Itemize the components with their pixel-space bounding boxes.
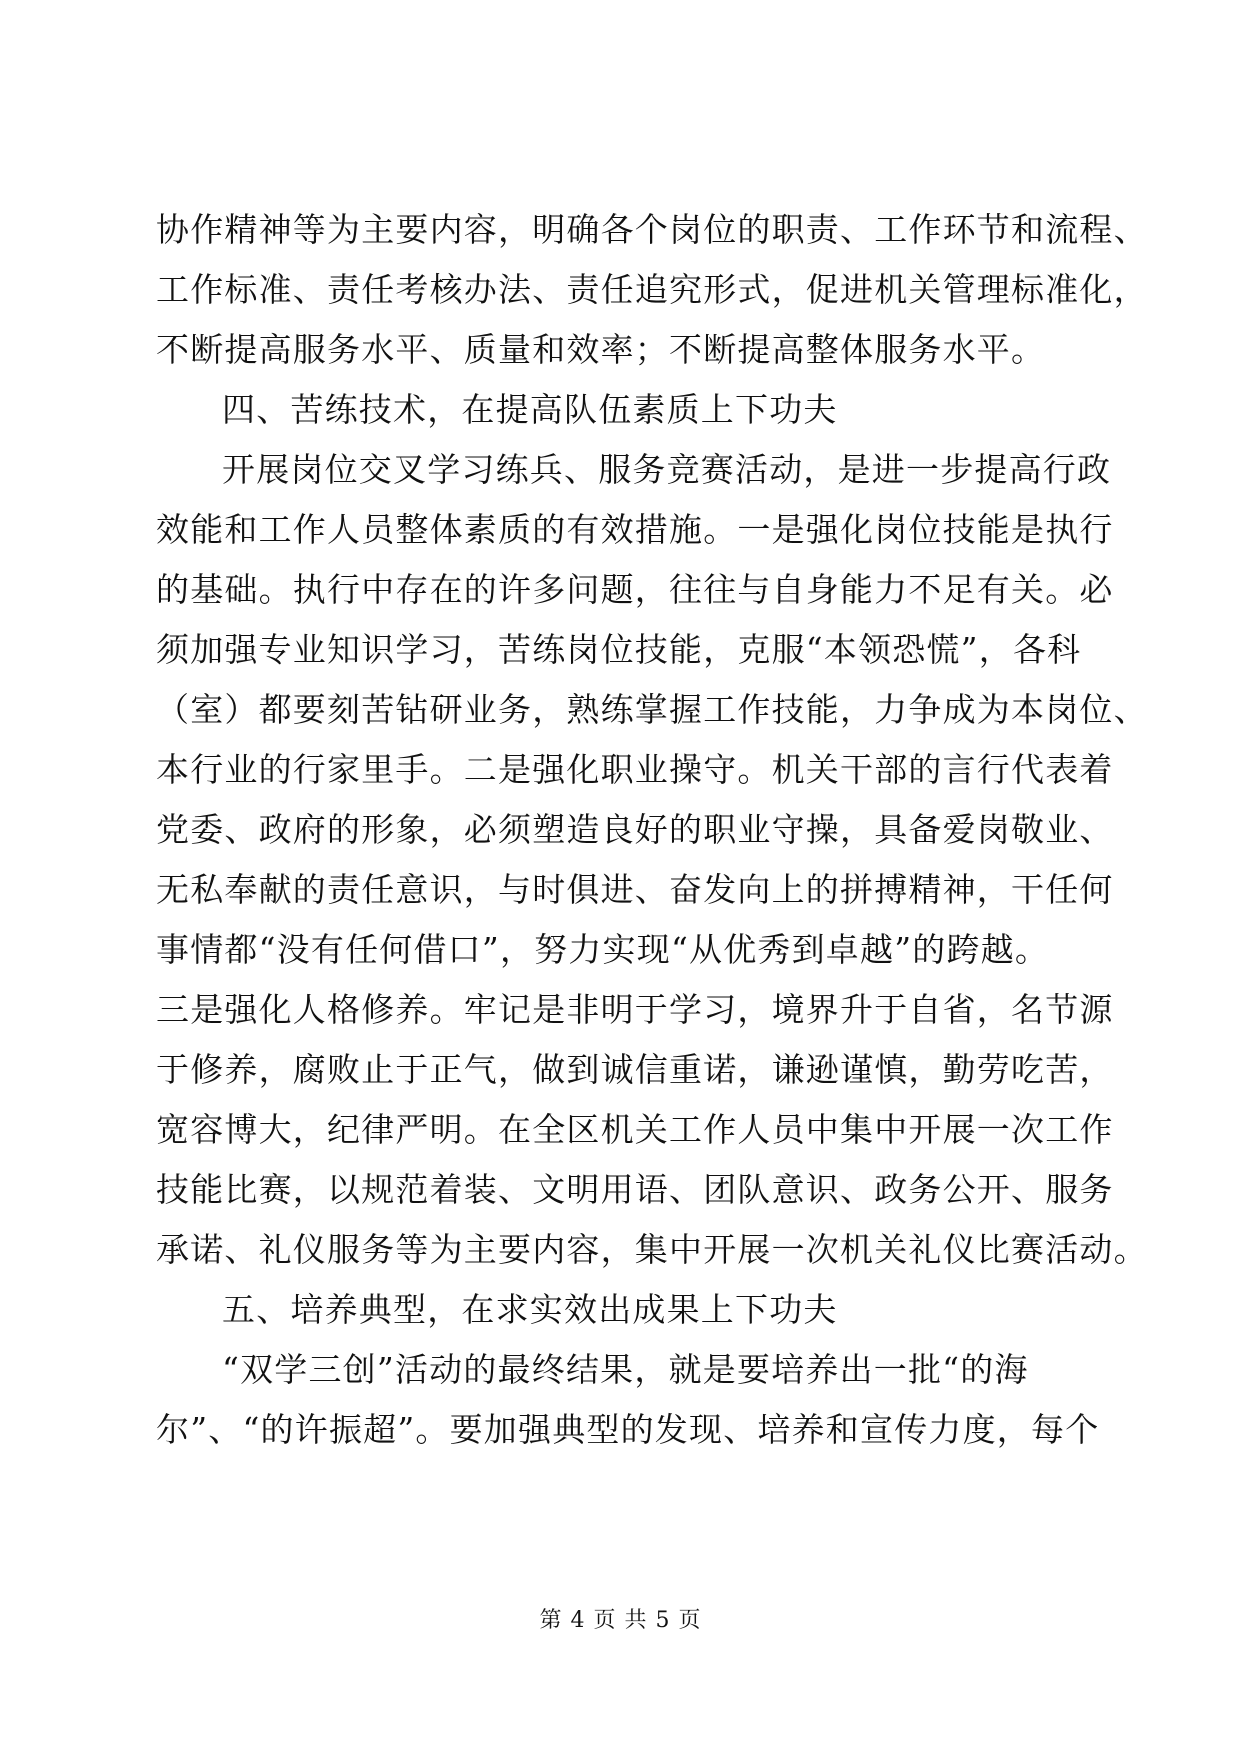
section-heading: 五、培养典型，在求实效出成果上下功夫 — [222, 1290, 838, 1329]
body-line: 承诺、礼仪服务等为主要内容，集中开展一次机关礼仪比赛活动。 — [156, 1230, 1148, 1269]
body-line: 宽容博大，纪律严明。在全区机关工作人员中集中开展一次工作 — [156, 1110, 1114, 1149]
body-line: 无私奉献的责任意识，与时俱进、奋发向上的拼搏精神，干任何 — [156, 870, 1114, 909]
body-line: 党委、政府的形象，必须塑造良好的职业守操，具备爱岗敬业、 — [156, 810, 1114, 849]
body-line: 技能比赛，以规范着装、文明用语、团队意识、政务公开、服务 — [156, 1170, 1114, 1209]
body-line: 须加强专业知识学习，苦练岗位技能，克服“本领恐慌”，各科 — [156, 630, 1082, 669]
body-line: 三是强化人格修养。牢记是非明于学习，境界升于自省，名节源 — [156, 990, 1114, 1029]
section-heading: 四、苦练技术，在提高队伍素质上下功夫 — [222, 390, 838, 429]
body-line: 效能和工作人员整体素质的有效措施。一是强化岗位技能是执行 — [156, 510, 1114, 549]
body-line: （室）都要刻苦钻研业务，熟练掌握工作技能，力争成为本岗位、 — [156, 690, 1148, 729]
body-line: 的基础。执行中存在的许多问题，往往与自身能力不足有关。必 — [156, 570, 1114, 609]
body-line: 尔”、“的许振超”。要加强典型的发现、培养和宣传力度，每个 — [156, 1410, 1100, 1449]
body-line: 不断提高服务水平、质量和效率；不断提高整体服务水平。 — [156, 330, 1046, 369]
body-line: 本行业的行家里手。二是强化职业操守。机关干部的言行代表着 — [156, 750, 1114, 789]
body-line: 协作精神等为主要内容，明确各个岗位的职责、工作环节和流程、 — [156, 210, 1148, 249]
body-line: 于修养，腐败止于正气，做到诚信重诺，谦逊谨慎，勤劳吃苦， — [156, 1050, 1114, 1089]
body-line: 事情都“没有任何借口”，努力实现“从优秀到卓越”的跨越。 — [156, 930, 1050, 969]
page-number-footer: 第 4 页 共 5 页 — [539, 1608, 702, 1633]
body-line: 开展岗位交叉学习练兵、服务竞赛活动，是进一步提高行政 — [222, 450, 1112, 489]
body-line: 工作标准、责任考核办法、责任追究形式，促进机关管理标准化， — [156, 270, 1148, 309]
body-line: “双学三创”活动的最终结果，就是要培养出一批“的海 — [222, 1350, 1029, 1389]
